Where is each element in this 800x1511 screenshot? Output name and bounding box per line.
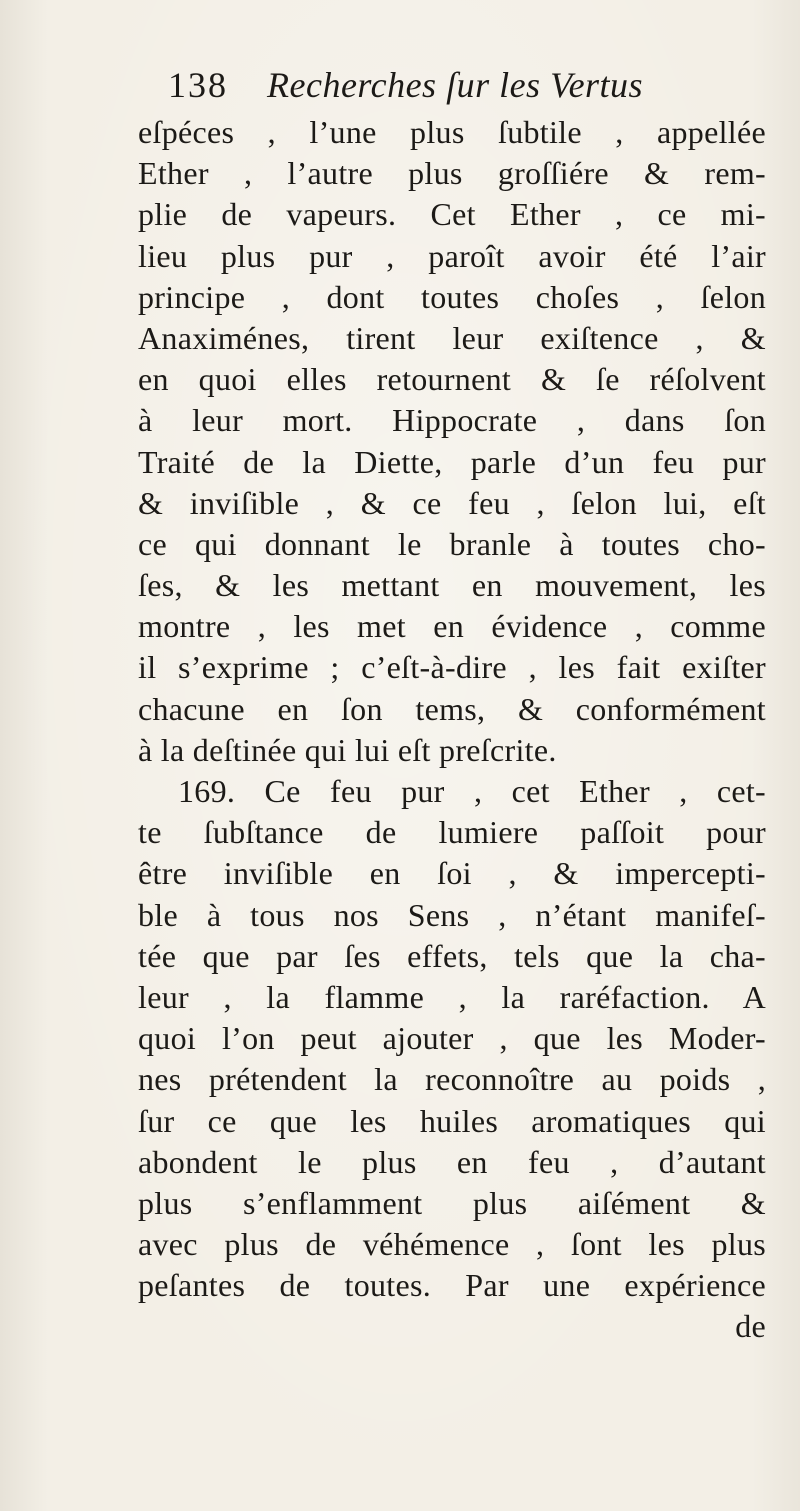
text-line: en quoi elles retournent & ſe réſolvent — [138, 361, 766, 398]
running-title: Recherches ſur les Vertus — [267, 65, 644, 105]
text-line: montre , les met en évidence , comme — [138, 608, 766, 645]
text-line: principe , dont toutes choſes , ſelon — [138, 278, 766, 315]
page-number: 138 — [168, 65, 228, 105]
text-line: & inviſible , & ce feu , ſelon lui, eſt — [138, 484, 766, 521]
body-text — [138, 112, 766, 1348]
paragraph-start-line: 169. Ce feu pur , cet Ether , cet- — [178, 773, 766, 809]
running-head — [168, 60, 728, 110]
text-line: quoi l’on peut ajouter , que les Moder- — [138, 1020, 766, 1057]
text-line: plus s’enflamment plus aiſément & — [138, 1184, 766, 1221]
paragraph-end-line: à la deſtinée qui lui eſt preſcrite. — [138, 731, 557, 768]
text-line: ſes, & les mettant en mouvement, les — [138, 567, 766, 604]
text-line: ſur ce que les huiles aromatiques qui — [138, 1102, 766, 1139]
text-line: Ether , l’autre plus groſſiére & rem- — [138, 155, 766, 192]
catchword: de — [735, 1308, 766, 1345]
text-line: à leur mort. Hippocrate , dans ſon — [138, 402, 766, 439]
text-line: il s’exprime ; c’eſt-à-dire , les fait exiſter — [138, 649, 766, 686]
text-line: eſpéces , l’une plus ſubtile , appellée — [138, 114, 766, 150]
text-line: peſantes de toutes. Par une expérience — [138, 1267, 766, 1304]
text-line: lieu plus pur , paroît avoir été l’air — [138, 237, 766, 274]
text-line: être inviſible en ſoi , & impercepti- — [138, 855, 766, 892]
text-line: chacune en ſon tems, & conformément — [138, 690, 766, 727]
text-line: nes prétendent la reconnoître au poids , — [138, 1061, 766, 1098]
text-line: te ſubſtance de lumiere paſſoit pour — [138, 814, 766, 851]
text-line: plie de vapeurs. Cet Ether , ce mi- — [138, 196, 766, 233]
text-line: ble à tous nos Sens , n’étant manifeſ- — [138, 896, 766, 933]
text-line: tée que par ſes effets, tels que la cha- — [138, 937, 766, 974]
text-line: abondent le plus en feu , d’autant — [138, 1143, 766, 1180]
text-line: leur , la flamme , la raréfaction. A — [138, 978, 766, 1015]
text-line: avec plus de véhémence , ſont les plus — [138, 1226, 766, 1263]
text-line: ce qui donnant le branle à toutes cho- — [138, 525, 766, 562]
text-line: Anaximénes, tirent leur exiſtence , & — [138, 319, 766, 356]
text-line: Traité de la Diette, parle d’un feu pur — [138, 443, 766, 480]
